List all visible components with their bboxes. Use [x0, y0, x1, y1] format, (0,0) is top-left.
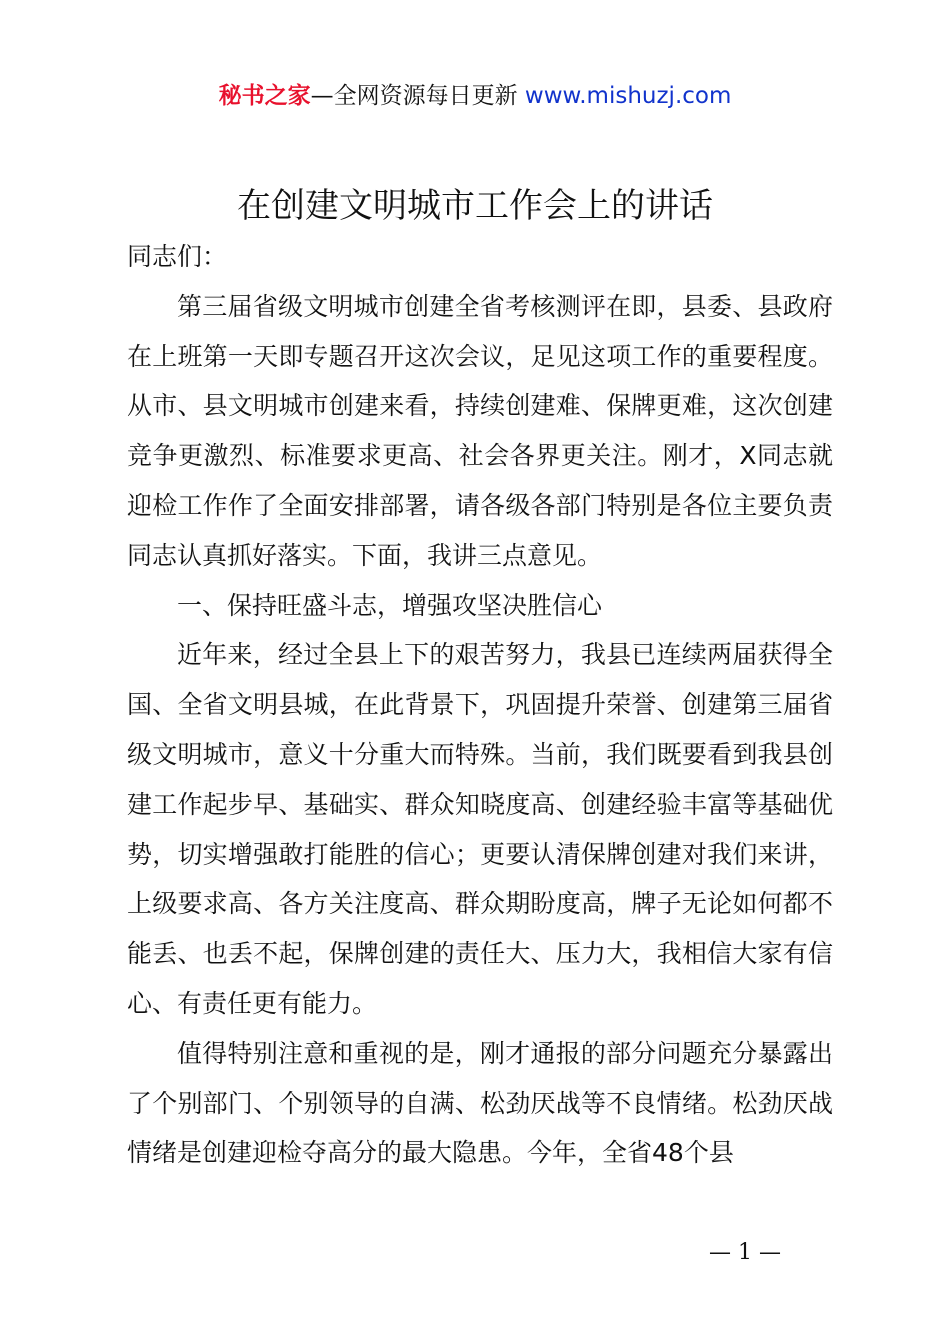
paragraph: 值得特别注意和重视的是，刚才通报的部分问题充分暴露出了个别部门、个别领导的自满、松劲厌战等不良情绪。松劲厌战情绪是创建迎检夺高分的最大隐患。今年，全省48个县: [127, 1038, 833, 1168]
document-title: 在创建文明城市工作会上的讲话: [237, 186, 713, 226]
paragraph: 第三届省级文明城市创建全省考核测评在即，县委、县政府在上班第一天即专题召开这次会议，足见这项工作的重要程度。从市、县文明城市创建来看，持续创建难、保牌更难，这次创建竞争更激烈、标准要求更高、社会各界更关注。刚才，X同志就迎检工作作了全面安排部署，请各级各部门特别是各位主要负责同志认真抓好落实。下面，我讲三点意见。: [127, 291, 833, 570]
site-header: [0, 80, 950, 112]
document-body: [127, 232, 833, 1178]
section-heading: 一、保持旺盛斗志，增强攻坚决胜信心: [177, 590, 603, 620]
site-url[interactable]: www.mishuzj.com: [524, 83, 732, 109]
page-number: — 1 —: [709, 1240, 781, 1265]
header-slogan: —全网资源每日更新: [310, 83, 525, 109]
brand-name: 秘书之家: [218, 83, 311, 109]
paragraph: 近年来，经过全县上下的艰苦努力，我县已连续两届获得全国、全省文明县城，在此背景下，巩固提升荣誉、创建第三届省级文明城市，意义十分重大而特殊。当前，我们既要看到我县创建工作起步早、基础实、群众知晓度高、创建经验丰富等基础优势，切实增强敢打能胜的信心；更要认清保牌创建对我们来讲，上级要求高、各方关注度高、群众期盼度高，牌子无论如何都不能丢、也丢不起，保牌创建的责任大、压力大，我相信大家有信心、有责任更有能力。: [127, 640, 833, 1018]
salutation: 同志们：: [127, 242, 228, 271]
